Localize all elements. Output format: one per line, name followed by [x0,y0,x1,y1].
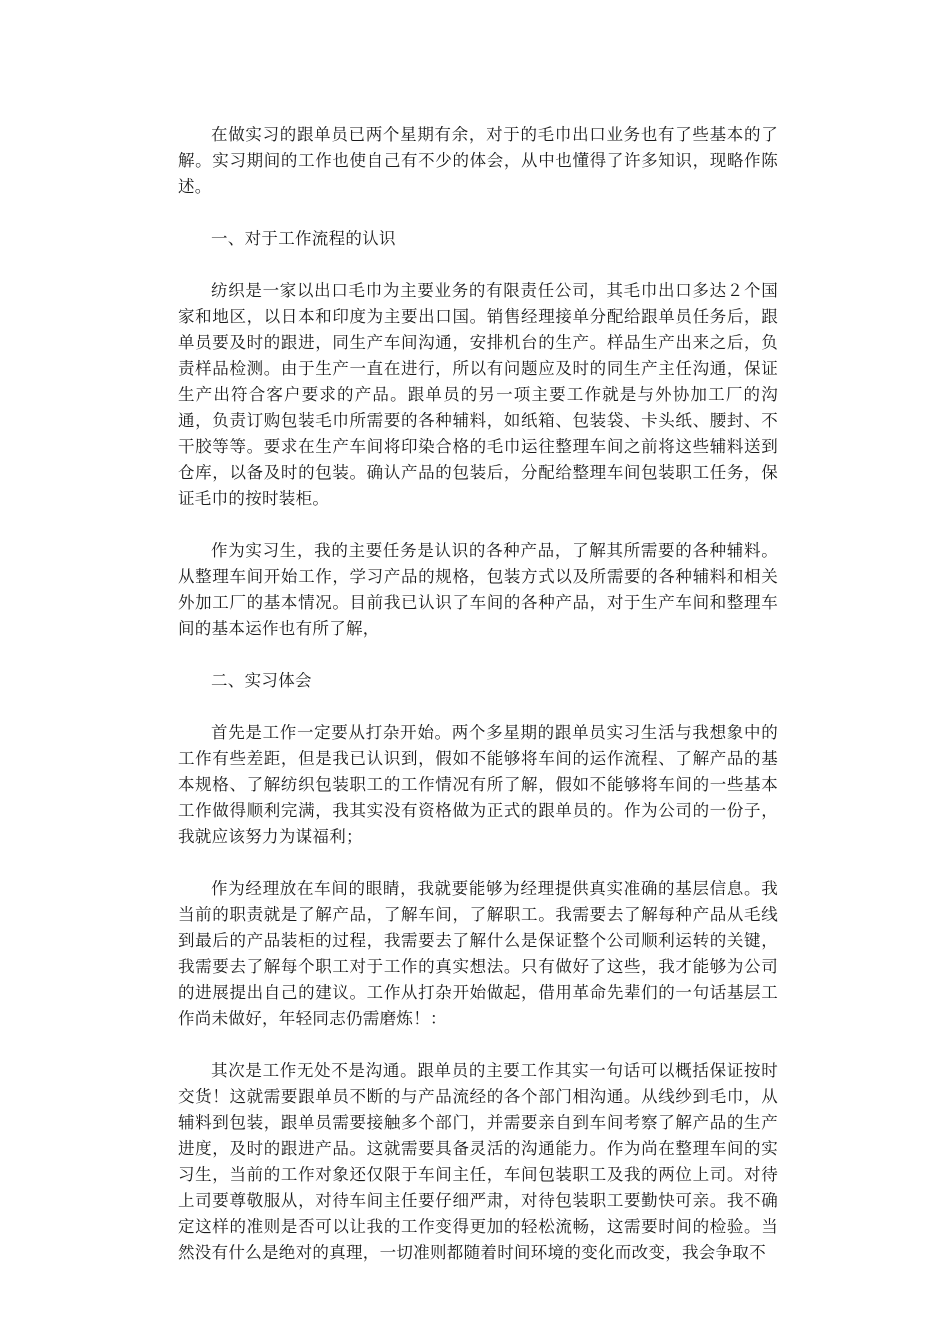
document-body [178,122,778,1292]
paragraph-start-from-basics: 首先是工作一定要从打杂开始。两个多星期的跟单员实习生活与我想象中的工作有些差距，但是我已认识到，假如不能够将车间的运作流程、了解产品的基本规格、了解纺织包装职工的工作情况有所了解，假如不能够将车间的一些基本工作做得顺利完满，我其实没有资格做为正式的跟单员的。作为公司的一份子，我就应该努力为谋福利； [178,723,778,846]
paragraph-workflow: 纺织是一家以出口毛巾为主要业务的有限责任公司，其毛巾出口多达２个国家和地区，以日本和印度为主要出口国。销售经理接单分配给跟单员任务后，跟单员要及时的跟进，同生产车间沟通，安排机台的生产。样品生产出来之后，负责样品检测。由于生产一直在进行，所以有问题应及时的同生产主任沟通，保证生产出符合客户要求的产品。跟单员的另一项主要工作就是与外协加工厂的沟通，负责订购包装毛巾所需要的各种辅料，如纸箱、包装袋、卡头纸、腰封、不干胶等等。要求在生产车间将印染合格的毛巾运往整理车间之前将这些辅料送到仓库，以备及时的包装。确认产品的包装后，分配给整理车间包装职工任务，保证毛巾的按时装柜。 [178,281,778,508]
section-heading-workflow: 一、对于工作流程的认识 [211,229,396,248]
section-heading-experience: 二、实习体会 [211,671,312,690]
paragraph-intern-tasks: 作为实习生，我的主要任务是认识的各种产品，了解其所需要的各种辅料。从整理车间开始工作，学习产品的规格，包装方式以及所需要的各种辅料和相关外加工厂的基本情况。目前我已认识了车间的各种产品，对于生产车间和整理车间的基本运作也有所了解， [178,541,778,638]
paragraph-intro: 在做实习的跟单员已两个星期有余，对于的毛巾出口业务也有了些基本的了解。实习期间的工作也使自己有不少的体会，从中也懂得了许多知识，现略作陈述。 [178,125,778,196]
paragraph-manager-eyes: 作为经理放在车间的眼睛，我就要能够为经理提供真实准确的基层信息。我当前的职责就是了解产品，了解车间，了解职工。我需要去了解每种产品从毛线到最后的产品装柜的过程，我需要去了解什么是保证整个公司顺利运转的关键，我需要去了解每个职工对于工作的真实想法。只有做好了这些，我才能够为公司的进展提出自己的建议。工作从打杂开始做起，借用革命先辈们的一句话基层工作尚未做好，年轻同志仍需磨炼！： [178,879,778,1028]
paragraph-communication: 其次是工作无处不是沟通。跟单员的主要工作其实一句话可以概括保证按时交货！这就需要跟单员不断的与产品流经的各个部门相沟通。从线纱到毛巾，从辅料到包装，跟单员需要接触多个部门，并需要亲自到车间考察了解产品的生产进度，及时的跟进产品。这就需要具备灵活的沟通能力。作为尚在整理车间的实习生，当前的工作对象还仅限于车间主任，车间包装职工及我的两位上司。对待上司要尊敬服从，对待车间主任要仔细严肃，对待包装职工要勤快可亲。我不确定这样的准则是否可以让我的工作变得更加的轻松流畅，这需要时间的检验。当然没有什么是绝对的真理，一切准则都随着时间环境的变化而改变，我会争取不 [178,1061,778,1262]
